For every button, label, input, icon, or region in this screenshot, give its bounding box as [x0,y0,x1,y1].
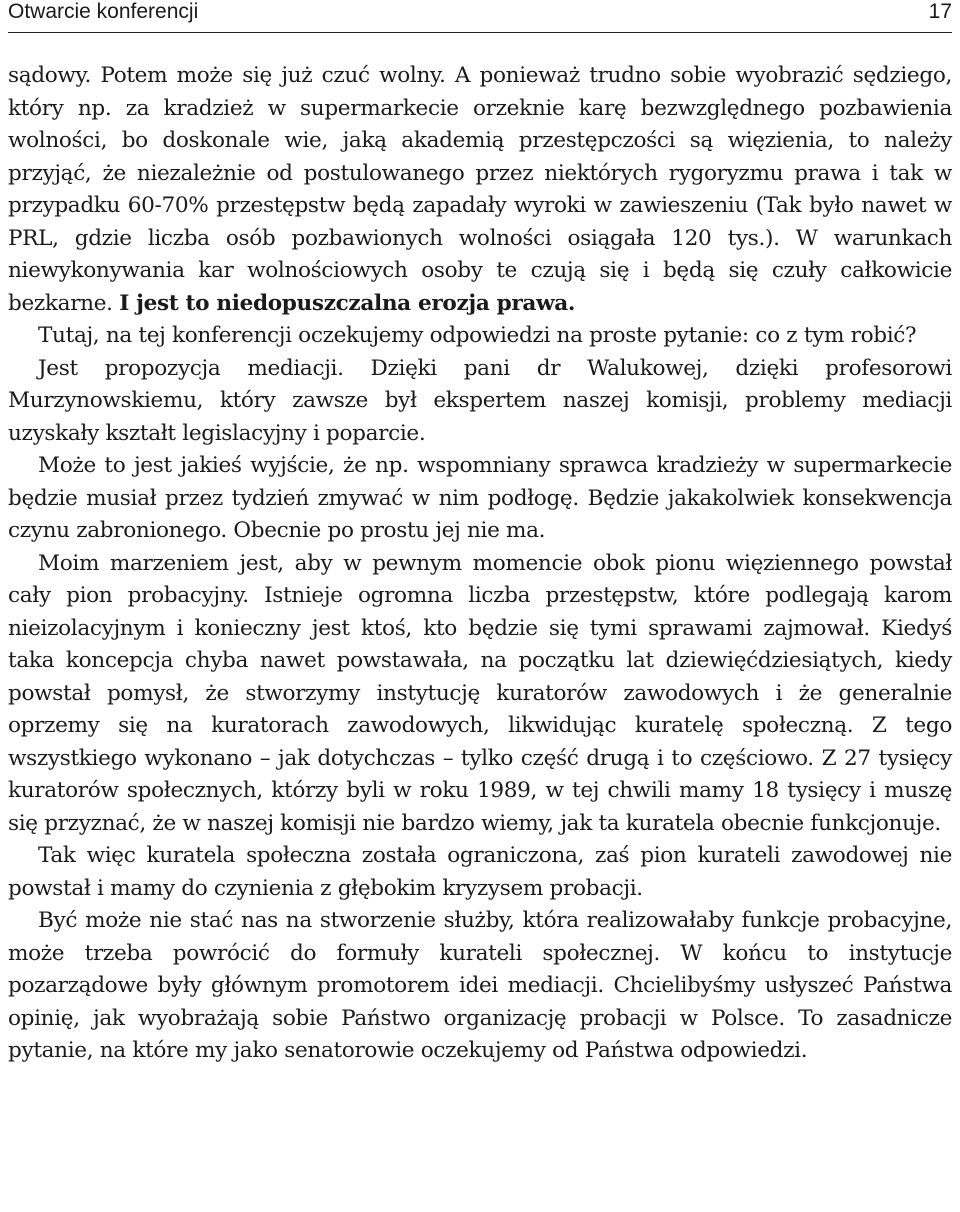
chapter-title: Otwarcie konferencji [8,0,199,23]
paragraph-6: Tak więc kuratela społeczna została ograniczona, zaś pion kurateli zawodowej nie powstał i mamy do czynienia z głębokim kryzysem probacji. [8,843,952,901]
body-text [8,60,952,1068]
paragraph-4: Może to jest jakieś wyjście, że np. wspomniany sprawca kradzieży w supermarkecie będzie musiał przez tydzień zmywać w nim podłogę. Będzie jakakolwiek konsekwencja czynu zabronionego. Obecnie po prostu jej nie ma. [8,453,952,543]
running-header [8,0,952,30]
paragraph-5: Moim marzeniem jest, aby w pewnym momencie obok pionu więziennego powstał cały pion probacyjny. Istnieje ogromna liczba przestępstw, które podlegają karom nieizolacyjnym i konieczny jest ktoś, kto będzie się tymi sprawami zajmował. Kiedyś taka koncepcja chyba nawet powstawała, na początku lat dziewięćdziesiątych, kiedy powstał pomysł, że stworzymy instytucję kuratorów zawodowych i że generalnie oprzemy się na kuratorach zawodowych, likwidując kuratelę społeczną. Z tego wszystkiego wykonano – jak dotychczas – tylko część drugą i to częściowo. Z 27 tysięcy kuratorów społecznych, którzy byli w roku 1989, w tej chwili mamy 18 tysięcy i muszę się przyznać, że w naszej komisji nie bardzo wiemy, jak ta kuratela obecnie funkcjonuje. [8,550,952,836]
paragraph-1-text: sądowy. Potem może się już czuć wolny. A ponieważ trudno sobie wyobrazić sędziego, który np. za kradzież w supermarkecie orzeknie karę bezwzględnego pozbawienia wolności, bo doskonale wie, jaką akademią przestępczości są więzienia, to należy przyjąć, że niezależnie od postulowanego przez niektórych rygoryzmu prawa i tak w przypadku 60-70% przestępstw będą zapadały wyroki w zawieszeniu (Tak było nawet w PRL, gdzie liczba osób pozbawionych wolności osiągała 120 tys.). W warunkach niewykonywania kar wolnościowych osoby te czują się i będą się czuły całkowicie bezkarne. [8,63,952,316]
page-number: 17 [928,0,952,23]
header-divider [8,32,952,33]
paragraph-3: Jest propozycja mediacji. Dzięki pani dr Walukowej, dzięki profesorowi Murzynowskiemu, który zawsze był ekspertem naszej komisji, problemy mediacji uzyskały kształt legislacyjny i poparcie. [8,355,952,446]
paragraph-1 [8,60,952,320]
paragraph-7: Być może nie stać nas na stworzenie służby, która realizowałaby funkcje probacyjne, może trzeba powrócić do formuły kurateli społecznej. W końcu to instytucje pozarządowe były głównym promotorem idei mediacji. Chcielibyśmy usłyszeć Państwa opinię, jak wyobrażają sobie Państwo organizację probacji w Polsce. To zasadnicze pytanie, na które my jako senatorowie oczekujemy od Państwa odpowiedzi. [8,908,952,1063]
paragraph-2: Tutaj, na tej konferencji oczekujemy odpowiedzi na proste pytanie: co z tym robić? [38,323,917,348]
emphasis-bold: I jest to niedopuszczalna erozja prawa. [119,290,576,316]
